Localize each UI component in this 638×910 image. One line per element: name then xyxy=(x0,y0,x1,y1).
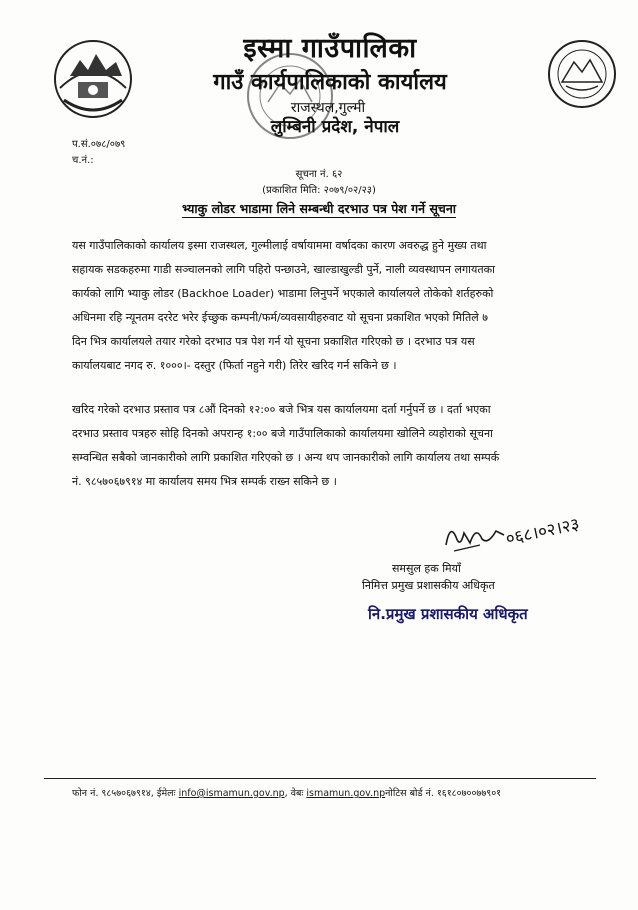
office-province: लुम्बिनी प्रदेश, नेपाल xyxy=(270,117,400,137)
paragraph-line: सम्वन्धित सबैको जानकारीको लागि प्रकाशित गरिएको छ । अन्य थप जानकारीको लागि कार्यालय तथा सम्पर्क xyxy=(72,451,500,464)
office-title: इस्मा गाउँपालिका xyxy=(243,33,417,64)
signer-role: निमित्त प्रमुख प्रशासकीय अधिकृत xyxy=(362,579,495,592)
body-paragraph-2 xyxy=(72,398,584,494)
notice-heading xyxy=(0,200,638,217)
signer-name: समसुल हक मियाँ xyxy=(392,562,461,575)
office-address: राजस्थल,गुल्मी xyxy=(290,100,366,116)
paragraph-line: खरिद गरेको दरभाउ प्रस्ताव पत्र ८औं दिनको १२:०० बजे भित्र यस कार्यालयमा दर्ता गर्नुपर्ने छ । दर्ता भएका xyxy=(72,403,491,416)
published-date: (प्रकाशित मिति: २०७९/०२/२३) xyxy=(262,185,376,196)
footer-web-label: , वेबः xyxy=(284,788,307,799)
paragraph-line: दिन भित्र कार्यालयले तयार गरेको दरभाउ पत्र पेश गर्न यो सूचना प्रकाशित गरिएको छ । दरभाउ पत्र यस xyxy=(72,335,475,348)
notice-number: सूचना नं. ६२ xyxy=(295,169,343,180)
dispatch-number: च.नं.: xyxy=(72,155,94,166)
paragraph-line: कार्यालयबाट नगद रु. १०००।- दस्तुर (फिर्ता नहुने गरी) तिरेर खरिद गर्न सकिने छ । xyxy=(72,359,397,372)
footer-email-link[interactable]: info@ismamun.gov.np xyxy=(178,788,285,799)
nepal-emblem-logo xyxy=(50,36,136,122)
letter-number: प.सं.०७८/०७९ xyxy=(72,139,126,150)
paragraph-line: नं. ९८५७०६७९१४ मा कार्यालय समय भित्र सम्पर्क राख्न सकिने छ । xyxy=(72,475,337,488)
footer-website-link[interactable]: ismamun.gov.np xyxy=(306,788,386,799)
footer-notice-board: नोटिस बोर्ड नं. १६१८०७००७७९०१ xyxy=(385,788,502,799)
notice-heading-text: भ्याकु लोडर भाडामा लिने सम्बन्धी दरभाउ पत्र पेश गर्ने सूचना xyxy=(181,201,457,216)
footer-phone: फोन नं. ९८५७०६७९१४, ईमेलः xyxy=(72,788,179,799)
municipality-seal-logo xyxy=(546,38,618,110)
paragraph-line: अधिनमा रहि न्यूनतम दररेट भरेर ईच्छुक कम्पनी/फर्म/व्यवसायीहरुवाट यो सूचना प्रकाशित भएको मितिले ७ xyxy=(72,311,488,324)
handwritten-date: ०६८।०२।२३ xyxy=(504,514,582,550)
office-subtitle: गाउँ कार्यपालिकाको कार्यालय xyxy=(213,70,447,95)
designation-stamp: नि.प्रमुख प्रशासकीय अधिकृत xyxy=(368,605,528,623)
paragraph-line: यस गाउँपालिकाको कार्यालय इस्मा राजस्थल, गुल्मीलाई वर्षायाममा वर्षादका कारण अवरुद्ध हुने मुख्य तथा xyxy=(72,239,487,252)
handwritten-signature xyxy=(440,515,510,559)
body-paragraph-1 xyxy=(72,234,584,378)
paragraph-line: दरभाउ प्रस्ताव पत्रहरु सोहि दिनको अपरान्ह १:०० बजे गाउँपालिकाको कार्यालयमा खोलिने व्यहोराको सूचना xyxy=(72,427,493,440)
paragraph-line: सहायक सडकहरुमा गाडी सञ्चालनको लागि पहिरो पन्छाउने, खाल्डाखुल्डी पुर्ने, नाली व्यवस्थापन लगायतका xyxy=(72,263,495,276)
footer-contact xyxy=(72,786,602,799)
paragraph-line: कार्यको लागि भ्याकु लोडर (Backhoe Loader) भाडामा लिनुपर्ने भएकाले कार्यालयले तोकेको शर्तहरुको xyxy=(72,287,494,300)
footer-divider xyxy=(44,778,596,779)
office-round-stamp xyxy=(244,50,336,142)
